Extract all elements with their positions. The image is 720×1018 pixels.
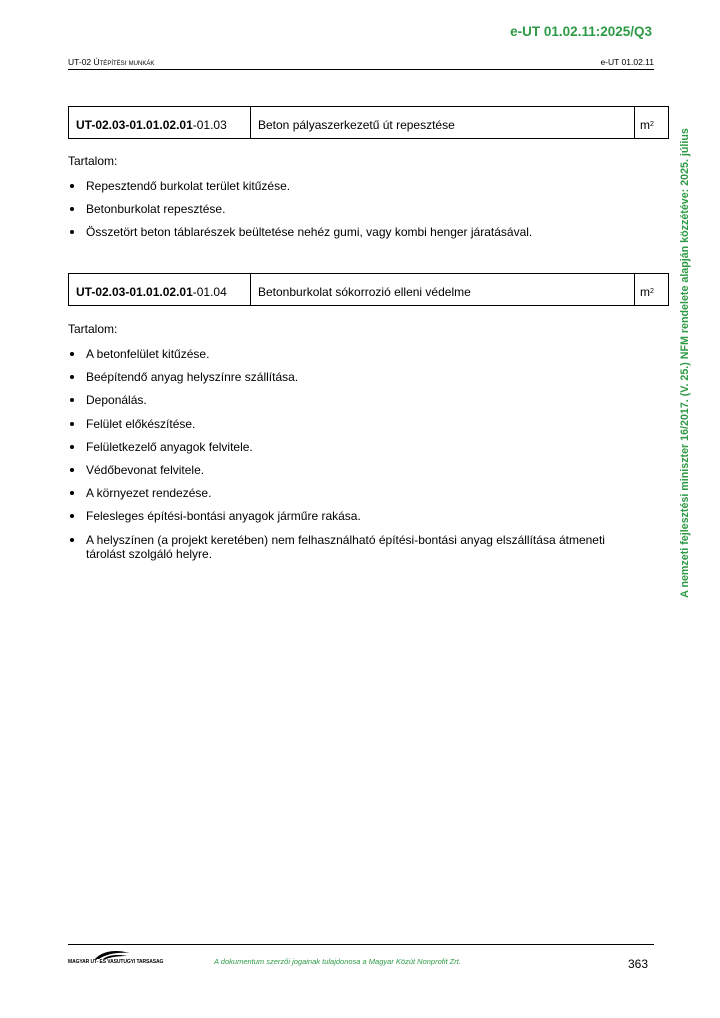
page-number: 363 [628, 957, 649, 971]
logo-text: MAGYAR UT- ES VASUTUGYI TARSASAG [68, 959, 164, 965]
item-code-suffix: -01.03 [192, 117, 227, 132]
item-code [69, 274, 251, 305]
item-code-suffix: -01.04 [192, 284, 227, 299]
item-code-main: UT-02.03-01.01.02.01 [76, 117, 193, 132]
list-item: Repesztendő burkolat terület kitűzése. [68, 179, 628, 193]
list-item: Felület előkészítése. [68, 417, 628, 431]
content-label: Tartalom: [68, 154, 118, 168]
document-code: e-UT 01.02.11:2025/Q3 [510, 24, 652, 39]
content-list [68, 347, 628, 570]
item-table [68, 273, 669, 306]
list-item: A helyszínen (a projekt keretében) nem felhasználható építési-bontási anyag elszállítása átmeneti tárolást szolgáló helyre. [68, 533, 628, 561]
unit-base: m [640, 284, 650, 299]
list-item: Felületkezelő anyagok felvitele. [68, 440, 628, 454]
item-code [69, 107, 251, 138]
list-item: A környezet rendezése. [68, 486, 628, 500]
list-item: Betonburkolat repesztése. [68, 202, 628, 216]
item-unit [635, 274, 668, 305]
item-title: Beton pályaszerkezetű út repesztése [251, 107, 635, 138]
society-logo [68, 949, 164, 969]
unit-exponent: 2 [650, 121, 654, 128]
item-title: Betonburkolat sókorrozió elleni védelme [251, 274, 635, 305]
item-table [68, 106, 669, 139]
list-item: Védőbevonat felvitele. [68, 463, 628, 477]
content-list [68, 179, 628, 249]
list-item: Összetört beton táblarészek beültetése nehéz gumi, vagy kombi henger járatásával. [68, 225, 628, 239]
publication-note-text: A nemzeti fejlesztési miniszter 16/2017. (V. 25.) NFM rendelete alapján közzétéve: 2025. július [679, 128, 691, 598]
content-label: Tartalom: [68, 322, 118, 336]
footer-divider [68, 944, 654, 945]
copyright-notice: A dokumentum szerzői jogainak tulajdonosa a Magyar Közút Nonprofit Zrt. [214, 957, 461, 966]
unit-exponent: 2 [650, 288, 654, 295]
unit-base: m [640, 117, 650, 132]
publication-note [674, 96, 696, 630]
running-header [68, 57, 654, 70]
list-item: Deponálás. [68, 393, 628, 407]
list-item: Beépítendő anyag helyszínre szállítása. [68, 370, 628, 384]
item-unit [635, 107, 668, 138]
chapter-title: UT-02 Útépítési munkák [68, 57, 155, 67]
item-code-main: UT-02.03-01.01.02.01 [76, 284, 193, 299]
list-item: Felesleges építési-bontási anyagok járműre rakása. [68, 509, 628, 523]
list-item: A betonfelület kitűzése. [68, 347, 628, 361]
standard-code: e-UT 01.02.11 [600, 57, 654, 67]
